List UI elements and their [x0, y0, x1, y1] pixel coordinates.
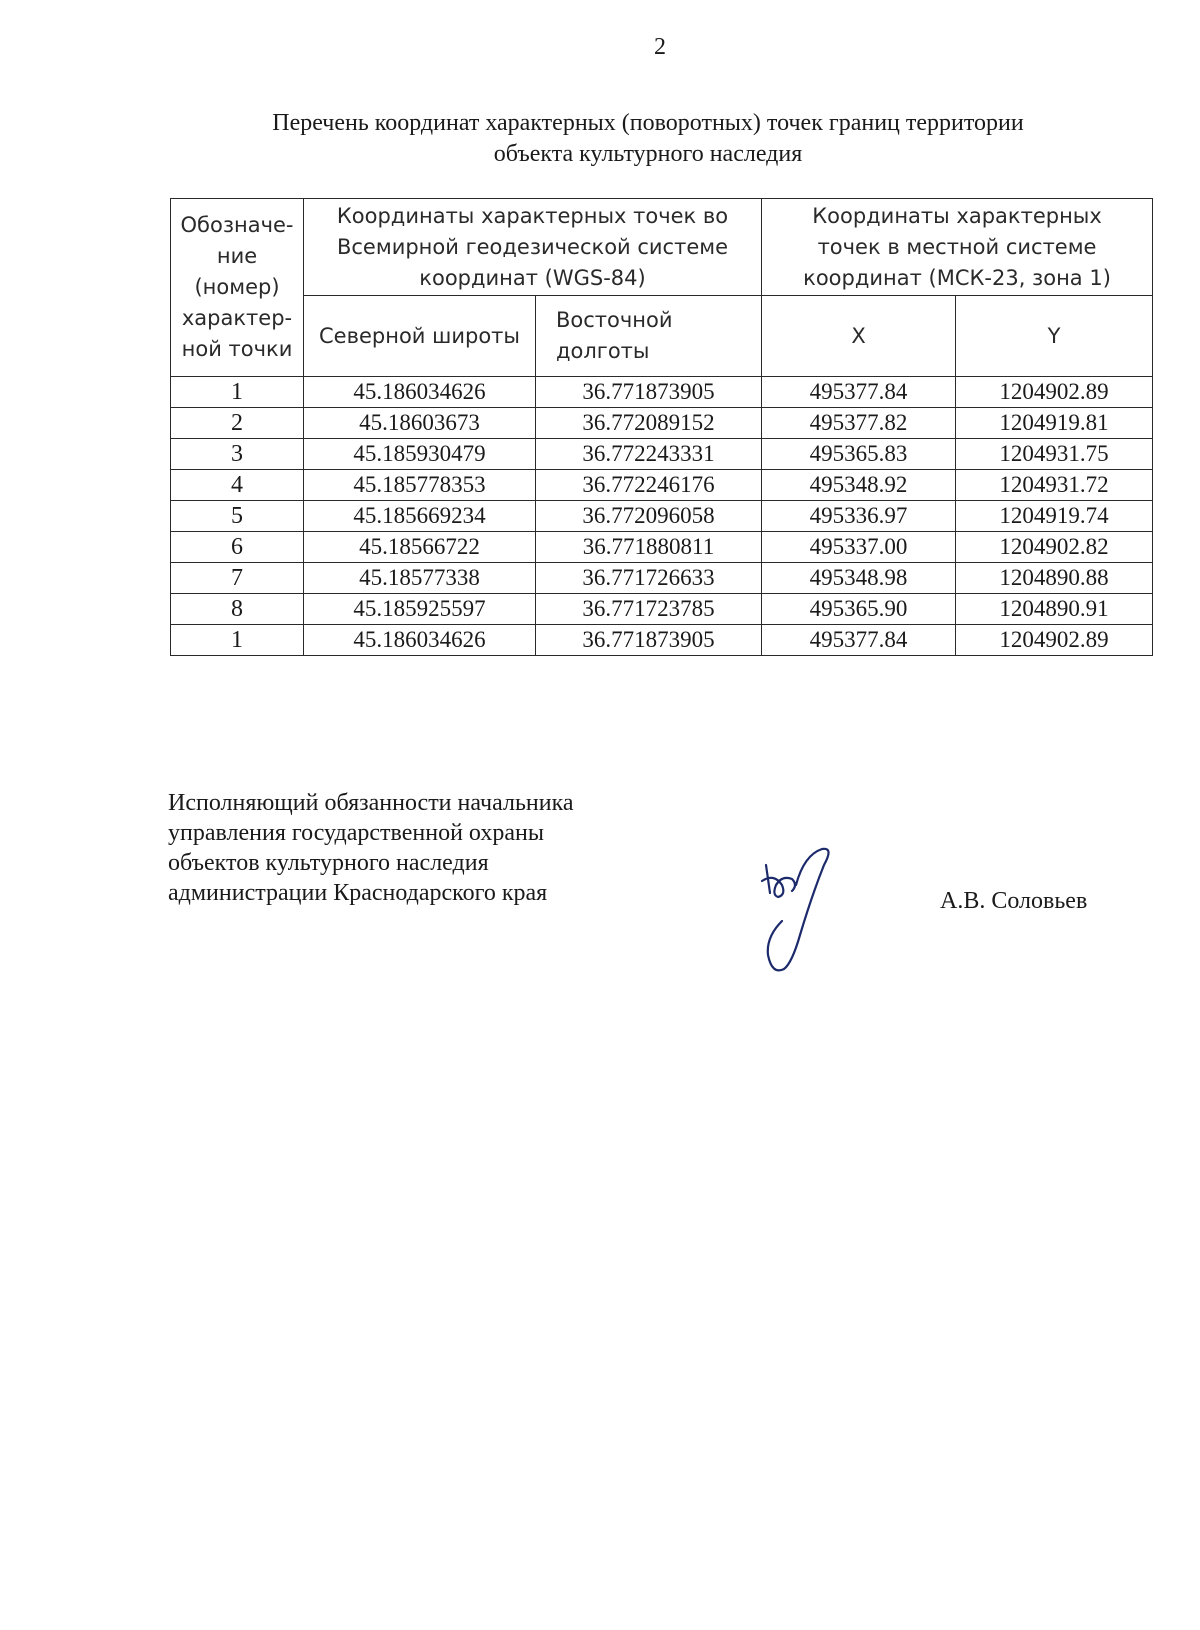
cell-x: 495336.97	[762, 501, 956, 532]
cell-y: 1204890.91	[956, 594, 1153, 625]
cell-point: 6	[171, 532, 304, 563]
cell-longitude: 36.771873905	[536, 377, 762, 408]
cell-longitude: 36.772096058	[536, 501, 762, 532]
header-latitude: Северной широты	[304, 296, 536, 377]
cell-x: 495348.98	[762, 563, 956, 594]
cell-x: 495377.82	[762, 408, 956, 439]
cell-y: 1204919.81	[956, 408, 1153, 439]
cell-latitude: 45.185669234	[304, 501, 536, 532]
position-line: Исполняющий обязанности начальника	[168, 790, 574, 816]
position-line: администрации Краснодарского края	[168, 880, 548, 906]
header-msk23-group: Координаты характерных точек в местной системе координат (МСК-23, зона 1)	[762, 199, 1153, 296]
table-row	[171, 408, 1153, 439]
header-point-designation: Обозначе- ние (номер) характер- ной точки	[171, 199, 304, 377]
coordinates-table	[170, 198, 1153, 656]
table-row	[171, 532, 1153, 563]
cell-point: 7	[171, 563, 304, 594]
cell-longitude: 36.772089152	[536, 408, 762, 439]
cell-point: 2	[171, 408, 304, 439]
cell-y: 1204902.89	[956, 377, 1153, 408]
position-line: управления государственной охраны	[168, 820, 544, 846]
cell-x: 495348.92	[762, 470, 956, 501]
cell-y: 1204902.82	[956, 532, 1153, 563]
handwritten-signature	[752, 845, 852, 985]
header-wgs84-group: Координаты характерных точек во Всемирной геодезической системе координат (WGS-84)	[304, 199, 762, 296]
cell-latitude: 45.185778353	[304, 470, 536, 501]
cell-latitude: 45.185930479	[304, 439, 536, 470]
table-row	[171, 594, 1153, 625]
cell-latitude: 45.18577338	[304, 563, 536, 594]
table-row	[171, 501, 1153, 532]
page-number: 2	[654, 34, 666, 60]
cell-point: 4	[171, 470, 304, 501]
cell-longitude: 36.771880811	[536, 532, 762, 563]
cell-x: 495365.90	[762, 594, 956, 625]
cell-y: 1204919.74	[956, 501, 1153, 532]
cell-x: 495337.00	[762, 532, 956, 563]
cell-y: 1204902.89	[956, 625, 1153, 656]
cell-y: 1204931.72	[956, 470, 1153, 501]
signatory-position	[168, 788, 688, 908]
cell-point: 1	[171, 625, 304, 656]
position-line: объектов культурного наследия	[168, 850, 489, 876]
document-title	[168, 108, 1128, 170]
cell-latitude: 45.186034626	[304, 625, 536, 656]
cell-point: 5	[171, 501, 304, 532]
cell-point: 8	[171, 594, 304, 625]
table-row	[171, 439, 1153, 470]
header-x: X	[762, 296, 956, 377]
cell-latitude: 45.185925597	[304, 594, 536, 625]
cell-point: 1	[171, 377, 304, 408]
cell-latitude: 45.18566722	[304, 532, 536, 563]
cell-longitude: 36.771726633	[536, 563, 762, 594]
cell-x: 495365.83	[762, 439, 956, 470]
cell-longitude: 36.771873905	[536, 625, 762, 656]
table-row	[171, 470, 1153, 501]
cell-longitude: 36.771723785	[536, 594, 762, 625]
cell-longitude: 36.772246176	[536, 470, 762, 501]
cell-latitude: 45.186034626	[304, 377, 536, 408]
table-row	[171, 377, 1153, 408]
cell-y: 1204890.88	[956, 563, 1153, 594]
title-line-1: Перечень координат характерных (поворотных) точек границ территории	[272, 110, 1024, 136]
cell-longitude: 36.772243331	[536, 439, 762, 470]
table-row	[171, 625, 1153, 656]
header-longitude: Восточной долготы	[536, 296, 762, 377]
table-row	[171, 563, 1153, 594]
title-line-2: объекта культурного наследия	[493, 141, 803, 167]
signer-name: А.В. Соловьев	[940, 888, 1088, 914]
cell-x: 495377.84	[762, 377, 956, 408]
cell-y: 1204931.75	[956, 439, 1153, 470]
cell-latitude: 45.18603673	[304, 408, 536, 439]
header-y: Y	[956, 296, 1153, 377]
cell-x: 495377.84	[762, 625, 956, 656]
cell-point: 3	[171, 439, 304, 470]
